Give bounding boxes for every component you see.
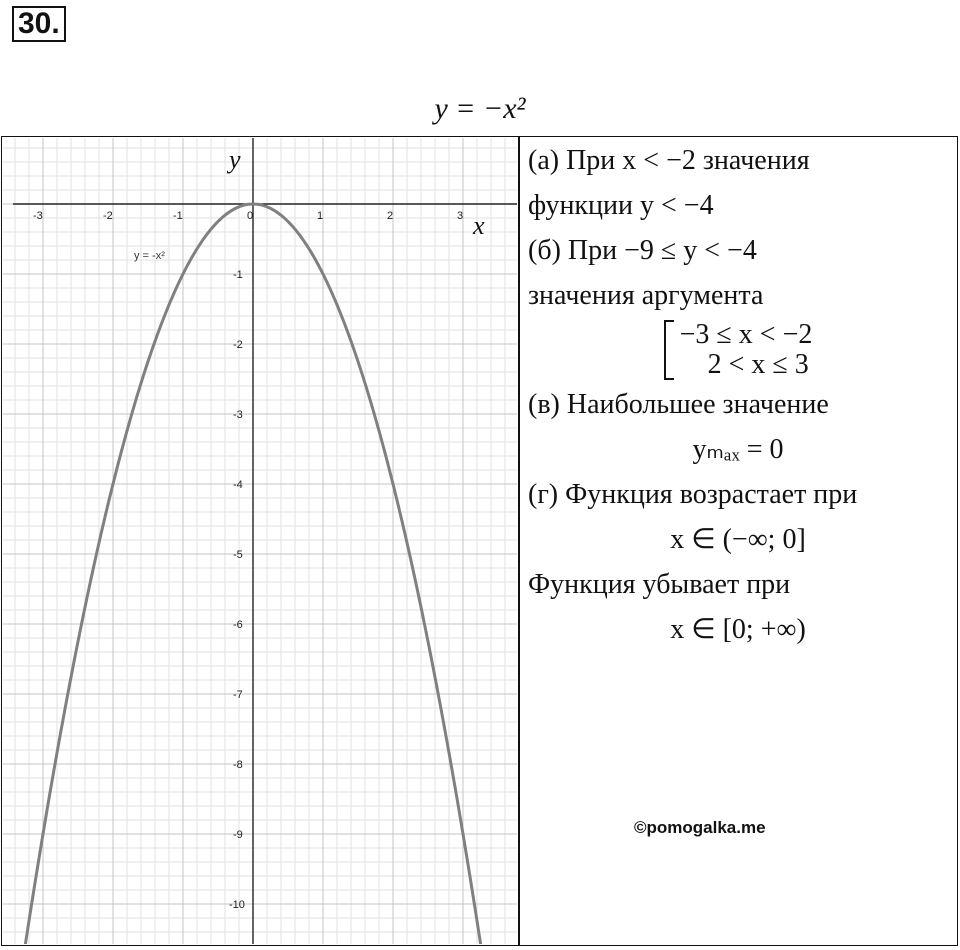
- y-tick-label: -10: [229, 899, 245, 911]
- x-tick-label: 3: [457, 210, 464, 222]
- answer-b-case-2: 2 < x ≤ 3: [707, 349, 809, 380]
- y-tick-label: -3: [233, 409, 243, 421]
- y-tick-label: -6: [233, 619, 243, 631]
- x-tick-label: 2: [387, 210, 394, 222]
- y-tick-label: -5: [233, 549, 243, 561]
- answer-v-line-2: yₘₐₓ = 0: [692, 434, 784, 465]
- y-tick-label: -4: [233, 479, 243, 491]
- x-tick-label: -1: [173, 210, 183, 222]
- answer-a-line-1: (а) При x < −2 значения: [528, 145, 810, 176]
- problem-number: 30.: [12, 6, 66, 42]
- function-title: y = −x²: [434, 92, 526, 125]
- y-tick-label: -7: [233, 689, 243, 701]
- major-grid: [3, 138, 517, 944]
- axes: [13, 138, 517, 944]
- answer-g-line-1: (г) Функция возрастает при: [528, 479, 858, 510]
- y-tick-label: -9: [233, 829, 243, 841]
- answer-g-line-3: Функция убывает при: [528, 569, 791, 600]
- answers-panel: [528, 138, 948, 652]
- watermark: ©pomogalka.me: [634, 818, 766, 837]
- minor-grid: [3, 138, 517, 944]
- answer-b-system: [528, 320, 948, 380]
- function-graph: [3, 138, 517, 944]
- answer-a-line-2: функции y < −4: [528, 190, 714, 221]
- answer-g-line-2: x ∈ (−∞; 0]: [670, 524, 806, 555]
- x-tick-label: -2: [103, 210, 113, 222]
- x-tick-label: -3: [33, 210, 43, 222]
- y-tick-label: -1: [233, 269, 243, 281]
- y-axis-label: y: [229, 145, 241, 174]
- answer-b-case-1: −3 ≤ x < −2: [679, 319, 813, 350]
- system-bracket: [664, 320, 674, 380]
- answer-v-line-1: (в) Наибольшее значение: [528, 389, 829, 420]
- y-tick-label: -8: [233, 759, 243, 771]
- curve-label: y = -x²: [134, 250, 165, 262]
- x-tick-label: 1: [317, 210, 324, 222]
- y-tick-label: -2: [233, 339, 243, 351]
- answer-g-line-4: x ∈ [0; +∞): [670, 614, 806, 645]
- x-axis-label: x: [473, 211, 485, 240]
- x-tick-label: 0: [247, 210, 254, 222]
- answer-b-line-2: значения аргумента: [528, 280, 764, 311]
- column-divider: [518, 136, 520, 946]
- answer-b-line-1: (б) При −9 ≤ y < −4: [528, 235, 757, 266]
